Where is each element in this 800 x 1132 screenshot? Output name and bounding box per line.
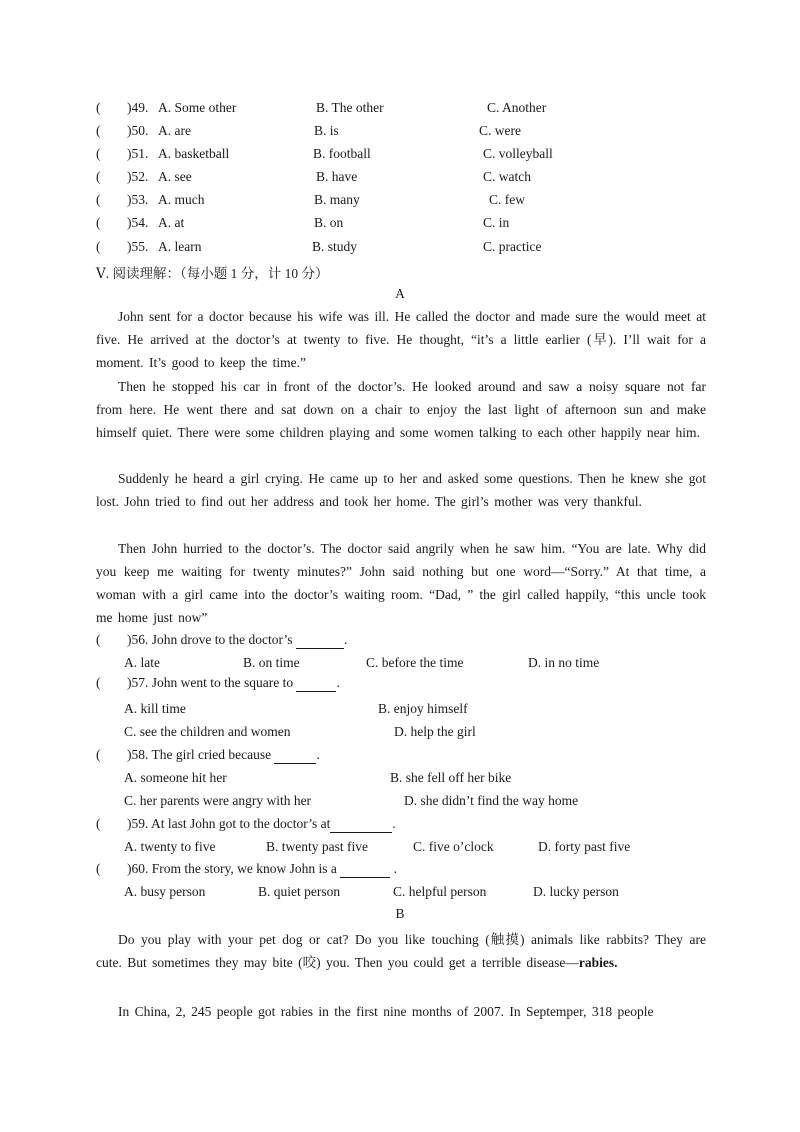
question-number: )52. bbox=[127, 169, 149, 184]
question-stem bbox=[127, 675, 340, 692]
option-d: D. forty past five bbox=[538, 839, 631, 854]
passage-a-paragraph-1 bbox=[96, 305, 706, 374]
answer-paren[interactable]: ( bbox=[96, 123, 101, 138]
option-b: B. on time bbox=[243, 655, 300, 670]
answer-paren[interactable]: ( bbox=[96, 861, 101, 876]
question-number: )54. bbox=[127, 215, 149, 230]
paragraph-text: Then John hurried to the doctor’s. The doctor said angrily when he saw him. “You are late. Why did you keep me waiting for twenty minutes?” John said nothing but one word—“Sorry.” At that time, a woman with a girl came into the doctor’s waiting room. “Dad, ” the girl called happily, “this uncle took me home just now” bbox=[96, 541, 706, 625]
paragraph-text: Do you play with your pet dog or cat? Do you like touching (触摸) animals like rabbits? They are cute. But sometimes they may bite (咬) you. Then you could get a terrible disease— bbox=[96, 932, 706, 970]
answer-paren[interactable]: ( bbox=[96, 169, 101, 184]
option-c: C. Another bbox=[487, 100, 547, 115]
question-number: )50. bbox=[127, 123, 149, 138]
passage-a-paragraph-2 bbox=[96, 375, 706, 444]
answer-paren[interactable]: ( bbox=[96, 100, 101, 115]
stem-text: )57. John went to the square to bbox=[127, 675, 294, 690]
option-b: B. The other bbox=[316, 100, 384, 115]
stem-end: . bbox=[343, 632, 348, 647]
answer-blank bbox=[330, 816, 392, 833]
option-d: D. she didn’t find the way home bbox=[404, 793, 579, 808]
passage-label-b: B bbox=[395, 906, 405, 921]
question-number: )51. bbox=[127, 146, 149, 161]
option-b: B. on bbox=[314, 215, 344, 230]
option-c: C. five o’clock bbox=[413, 839, 494, 854]
stem-text: )59. At last John got to the doctor’s at bbox=[127, 816, 331, 831]
option-a: A. at bbox=[158, 215, 185, 230]
option-b: B. study bbox=[312, 239, 358, 254]
question-number: )55. bbox=[127, 239, 149, 254]
option-d: D. help the girl bbox=[394, 724, 476, 739]
answer-blank bbox=[296, 632, 344, 649]
paragraph-text: In China, 2, 245 people got rabies in the first nine months of 2007. In Septemper, 318 people bbox=[118, 1004, 654, 1019]
option-c: C. volleyball bbox=[483, 146, 553, 161]
option-a: A. basketball bbox=[158, 146, 230, 161]
question-number: )49. bbox=[127, 100, 149, 115]
option-c: C. see the children and women bbox=[124, 724, 291, 739]
passage-a-paragraph-3 bbox=[96, 467, 706, 513]
option-a: A. twenty to five bbox=[124, 839, 216, 854]
option-b: B. she fell off her bike bbox=[390, 770, 512, 785]
option-b: B. enjoy himself bbox=[378, 701, 468, 716]
paragraph-text: Suddenly he heard a girl crying. He came up to her and asked some questions. Then he knew she got lost. John tried to find out her address and took her home. The girl’s mother was very thankful. bbox=[96, 471, 706, 509]
option-b: B. have bbox=[316, 169, 358, 184]
option-d: D. in no time bbox=[528, 655, 600, 670]
option-d: D. lucky person bbox=[533, 884, 619, 899]
bold-term: rabies. bbox=[578, 955, 618, 970]
answer-paren[interactable]: ( bbox=[96, 239, 101, 254]
option-b: B. many bbox=[314, 192, 360, 207]
option-b: B. is bbox=[314, 123, 339, 138]
question-stem bbox=[127, 861, 397, 878]
option-b: B. football bbox=[313, 146, 371, 161]
option-c: C. before the time bbox=[366, 655, 464, 670]
option-b: B. twenty past five bbox=[266, 839, 368, 854]
option-a: A. learn bbox=[158, 239, 202, 254]
option-c: C. watch bbox=[483, 169, 531, 184]
option-c: C. her parents were angry with her bbox=[124, 793, 312, 808]
passage-b-paragraph-1 bbox=[96, 928, 706, 974]
paragraph-text: Then he stopped his car in front of the doctor’s. He looked around and saw a noisy square not far from here. He went there and sat down on a chair to enjoy the last light of afternoon sun and make himself quiet. There were some children playing and some women talking to each other happily near him. bbox=[96, 379, 706, 440]
passage-b-paragraph-2 bbox=[96, 1000, 706, 1023]
answer-blank bbox=[296, 675, 336, 692]
option-b: B. quiet person bbox=[258, 884, 341, 899]
answer-paren[interactable]: ( bbox=[96, 192, 101, 207]
stem-text: )58. The girl cried because bbox=[127, 747, 272, 762]
passage-label-a: A bbox=[395, 286, 405, 301]
question-number: )53. bbox=[127, 192, 149, 207]
option-c: C. in bbox=[483, 215, 510, 230]
question-stem bbox=[127, 816, 396, 833]
option-c: C. few bbox=[489, 192, 525, 207]
option-a: A. kill time bbox=[124, 701, 186, 716]
option-a: A. busy person bbox=[124, 884, 206, 899]
option-c: C. were bbox=[479, 123, 521, 138]
answer-paren[interactable]: ( bbox=[96, 632, 101, 647]
option-a: A. Some other bbox=[158, 100, 237, 115]
option-a: A. late bbox=[124, 655, 160, 670]
answer-paren[interactable]: ( bbox=[96, 675, 101, 690]
answer-paren[interactable]: ( bbox=[96, 747, 101, 762]
stem-text: )60. From the story, we know John is a bbox=[127, 861, 337, 876]
stem-end: . bbox=[393, 861, 397, 876]
question-stem bbox=[127, 632, 347, 649]
option-c: C. helpful person bbox=[393, 884, 487, 899]
paragraph-text: John sent for a doctor because his wife was ill. He called the doctor and made sure the would meet at five. He arrived at the doctor’s at twenty to five. He thought, “it’s a little earlier (早). I’ll wait for a moment. It’s good to keep the time.” bbox=[96, 309, 706, 370]
answer-blank bbox=[274, 747, 316, 764]
answer-blank bbox=[340, 861, 390, 878]
stem-end: . bbox=[336, 675, 340, 690]
stem-end: . bbox=[392, 816, 396, 831]
option-a: A. someone hit her bbox=[124, 770, 227, 785]
answer-paren[interactable]: ( bbox=[96, 816, 101, 831]
answer-paren[interactable]: ( bbox=[96, 146, 101, 161]
question-stem bbox=[127, 747, 320, 764]
option-a: A. are bbox=[158, 123, 191, 138]
answer-paren[interactable]: ( bbox=[96, 215, 101, 230]
section-heading: Ⅴ. 阅读理解：（每小题 1 分，计 10 分） bbox=[96, 266, 329, 281]
option-c: C. practice bbox=[483, 239, 542, 254]
option-a: A. much bbox=[158, 192, 205, 207]
passage-a-paragraph-4 bbox=[96, 537, 706, 629]
stem-text: )56. John drove to the doctor’s bbox=[127, 632, 293, 647]
stem-end: . bbox=[316, 747, 320, 762]
option-a: A. see bbox=[158, 169, 192, 184]
